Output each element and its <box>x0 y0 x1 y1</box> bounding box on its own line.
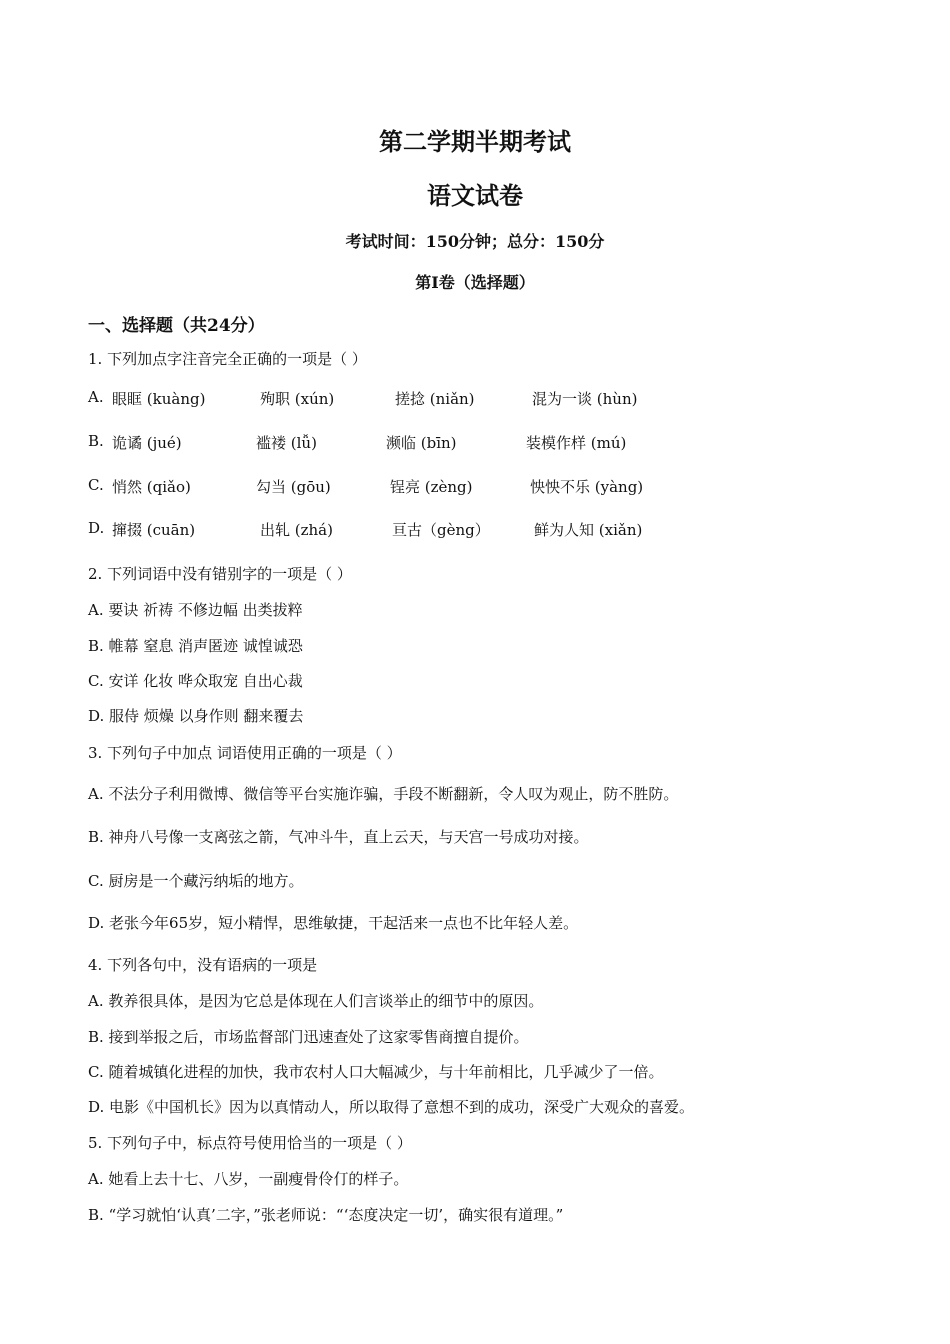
q4-option-b: B. 接到举报之后，市场监督部门迅速查处了这家零售商擅自提价。 <box>88 1028 529 1046</box>
q1-a-item-3: 搓捻 (niǎn) <box>395 390 475 408</box>
q1-a-item-4: 混为一谈 (hùn) <box>532 390 638 408</box>
q2-option-b: B. 帷幕 窒息 消声匿迹 诚惶诚恐 <box>88 637 303 655</box>
q5-option-b: B. “学习就怕‘认真’二字，”张老师说：“‘态度决定一切’，确实很有道理。” <box>88 1206 564 1224</box>
exam-title: 第二学期半期考试 <box>379 127 571 156</box>
q1-d-item-3: 亘古（gèng） <box>392 521 490 539</box>
q1-stem: 1. 下列加点字注音完全正确的一项是（ ） <box>88 350 367 368</box>
q4-option-d: D. 电影《中国机长》因为以真情动人，所以取得了意想不到的成功，深受广大观众的喜爱。 <box>88 1098 695 1116</box>
exam-info: 考试时间：150分钟；总分：150分 <box>345 232 605 251</box>
q1-b-item-1: 诡谲 (jué) <box>112 434 182 452</box>
q1-c-item-4: 怏怏不乐 (yàng) <box>530 478 644 496</box>
q1-b-item-2: 褴褛 (lǚ) <box>256 434 317 452</box>
q2-option-c: C. 安详 化妆 哗众取宠 自出心裁 <box>88 672 303 690</box>
part-title: 第Ⅰ卷（选择题） <box>415 273 535 292</box>
q2-option-d: D. 服侍 烦燥 以身作则 翻来覆去 <box>88 707 304 725</box>
q1-b-label: B. <box>88 432 104 450</box>
q1-d-item-1: 撺掇 (cuān) <box>112 521 196 539</box>
q1-d-label: D. <box>88 519 105 537</box>
q1-a-item-1: 眼眶 (kuàng) <box>112 390 206 408</box>
q3-option-d: D. 老张今年65岁，短小精悍，思维敏捷，干起活来一点也不比年轻人差。 <box>88 914 579 932</box>
q1-a-label: A. <box>88 388 104 406</box>
q1-c-label: C. <box>88 476 104 494</box>
q1-b-item-3: 濒临 (bīn) <box>386 434 457 452</box>
q3-option-a: A. 不法分子利用微博、微信等平台实施诈骗，手段不断翻新，令人叹为观止，防不胜防。 <box>88 785 679 803</box>
q4-option-a: A. 教养很具体，是因为它总是体现在人们言谈举止的细节中的原因。 <box>88 992 544 1010</box>
q5-stem: 5. 下列句子中，标点符号使用恰当的一项是（ ） <box>88 1134 412 1152</box>
q3-option-c: C. 厨房是一个藏污纳垢的地方。 <box>88 872 304 890</box>
q1-b-item-4: 装模作样 (mú) <box>526 434 627 452</box>
q2-stem: 2. 下列词语中没有错别字的一项是（ ） <box>88 565 352 583</box>
q1-d-item-2: 出轧 (zhá) <box>260 521 333 539</box>
q1-c-item-2: 勾当 (gōu) <box>256 478 331 496</box>
section-title: 一、选择题（共24分） <box>88 316 265 336</box>
q2-option-a: A. 要诀 祈祷 不修边幅 出类拔粹 <box>88 601 303 619</box>
q1-d-item-4: 鲜为人知 (xiǎn) <box>534 521 643 539</box>
q3-stem: 3. 下列句子中加点 词语使用正确的一项是（ ） <box>88 744 402 762</box>
q4-option-c: C. 随着城镇化进程的加快，我市农村人口大幅减少，与十年前相比，几乎减少了一倍。 <box>88 1063 664 1081</box>
q5-option-a: A. 她看上去十七、八岁，一副瘦骨伶仃的样子。 <box>88 1170 409 1188</box>
q1-c-item-1: 悄然 (qiǎo) <box>112 478 191 496</box>
q3-option-b: B. 神舟八号像一支离弦之箭，气冲斗牛，直上云天，与天宫一号成功对接。 <box>88 828 589 846</box>
q1-a-item-2: 殉职 (xún) <box>260 390 335 408</box>
q1-c-item-3: 锃亮 (zèng) <box>390 478 473 496</box>
q4-stem: 4. 下列各句中，没有语病的一项是 <box>88 956 318 974</box>
subject-title: 语文试卷 <box>427 181 523 210</box>
